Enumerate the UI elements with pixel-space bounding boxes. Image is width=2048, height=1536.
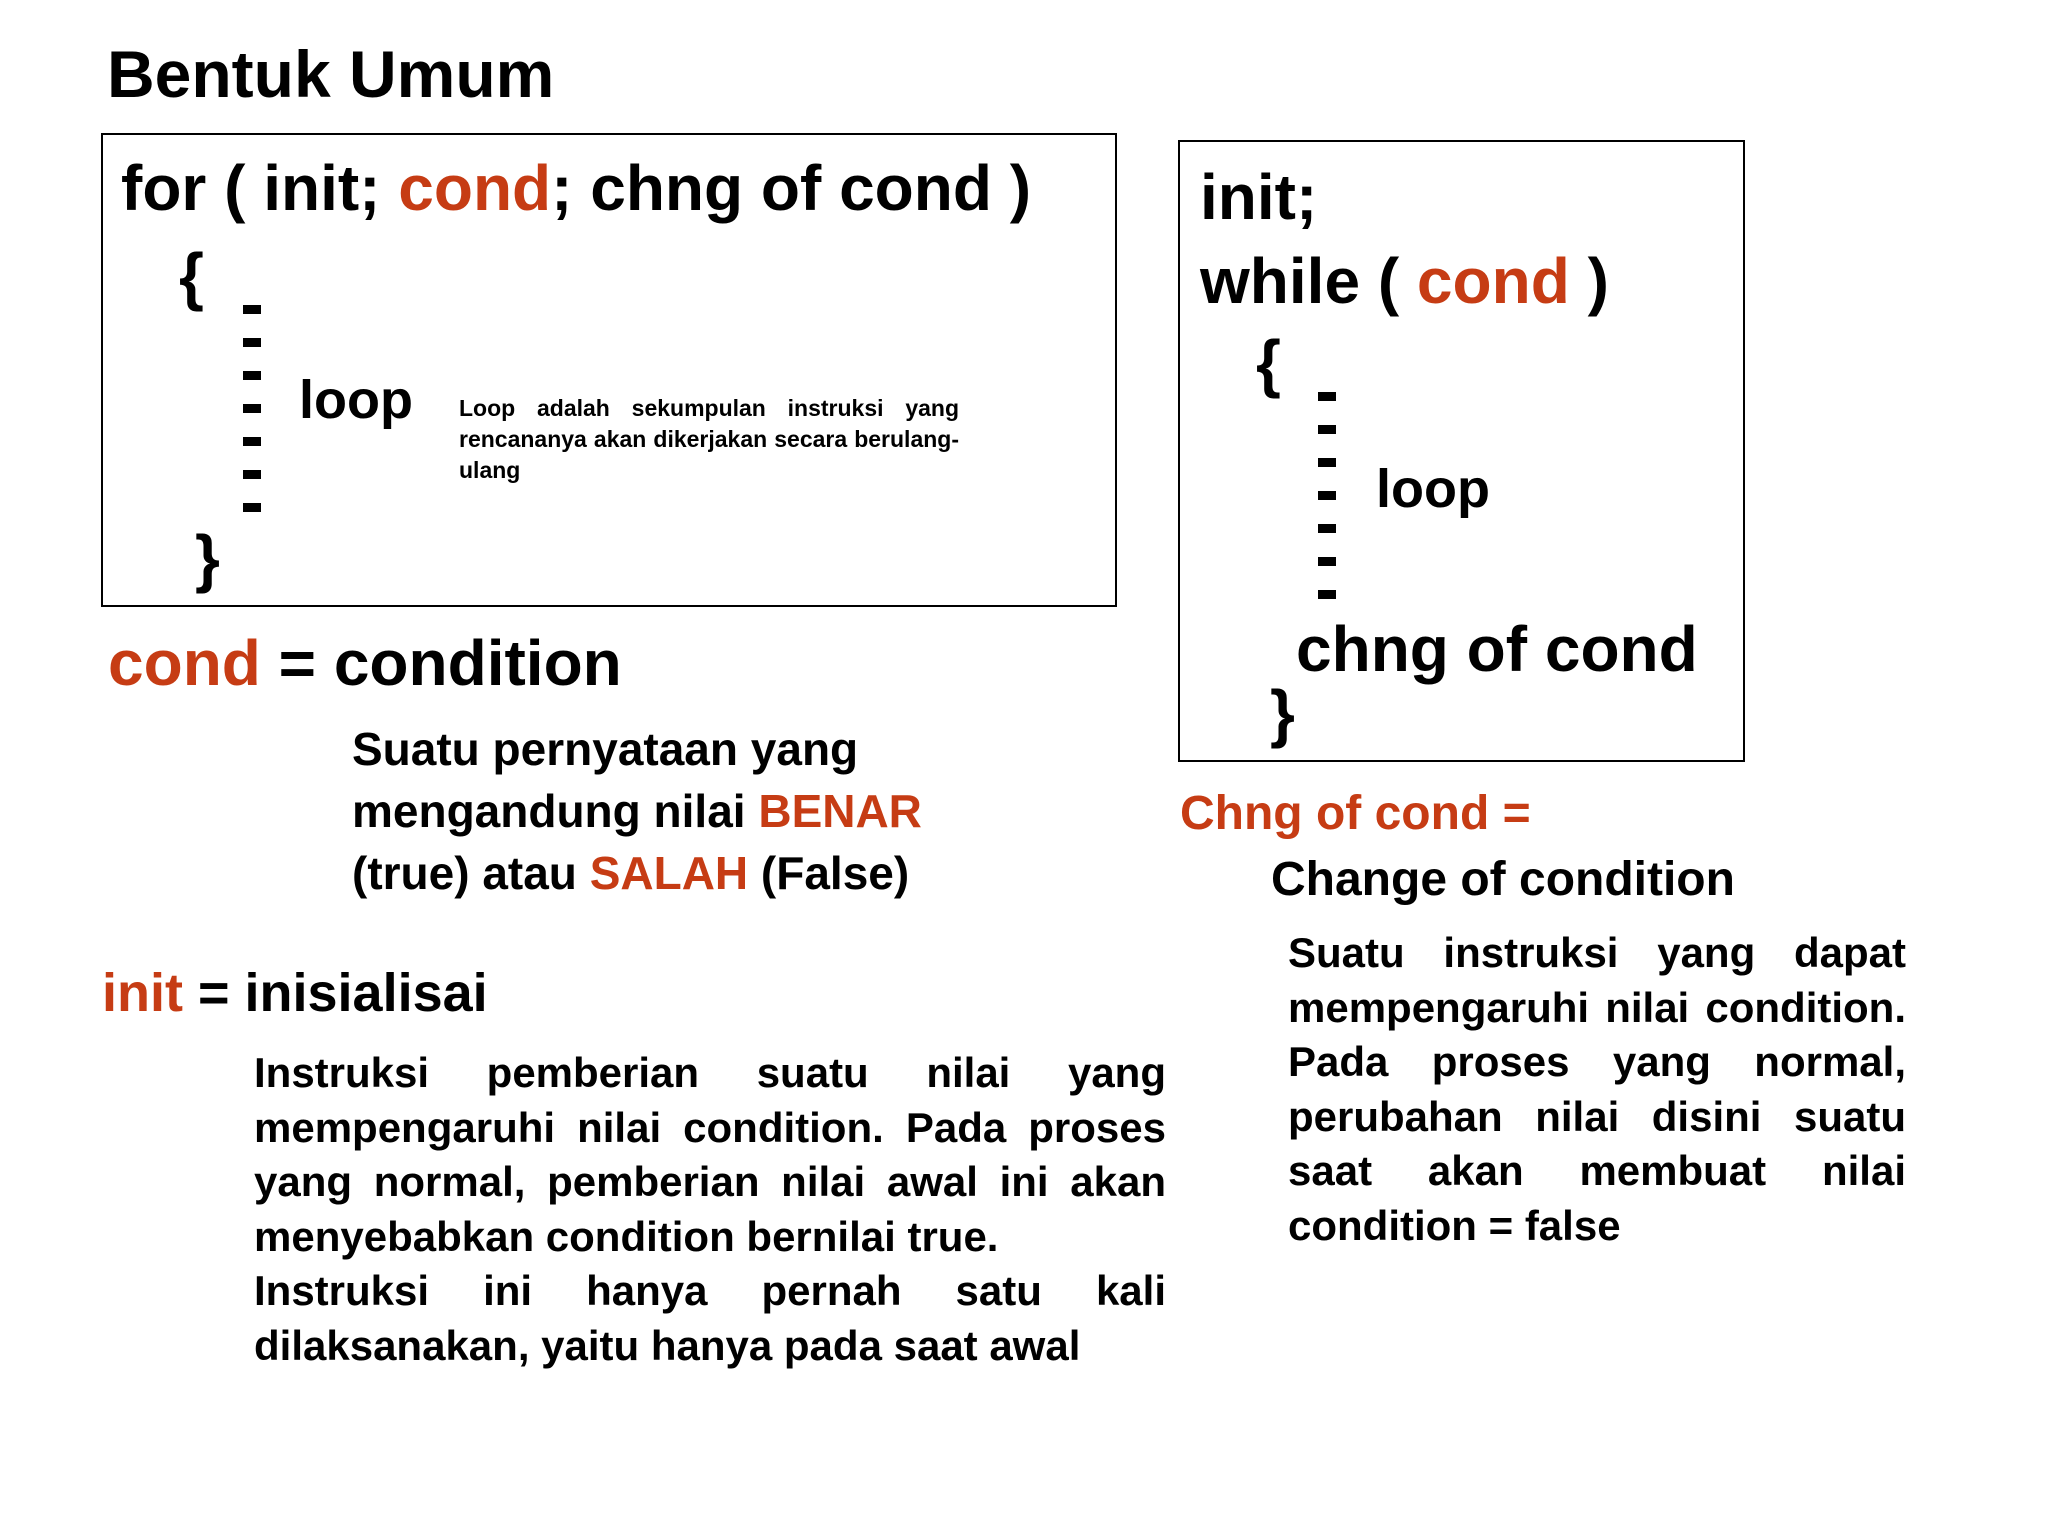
cond-heading	[108, 626, 622, 700]
while-header	[1200, 244, 1609, 318]
cond-desc-line-1: Suatu pernyataan yang	[352, 723, 859, 775]
for-loop-note: Loop adalah sekumpulan instruksi yang rencananya akan dikerjakan secara berulang-ulang	[459, 395, 959, 483]
init-desc-para-1: Instruksi pemberian suatu nilai yang mempengaruhi nilai condition. Pada proses yang normal, pemberian nilai awal ini akan menyebabkan condition bernilai true.	[254, 1049, 1166, 1260]
cond-eq: = condition	[260, 627, 622, 699]
for-loop-label: loop	[299, 370, 413, 430]
benar-keyword: BENAR	[758, 785, 922, 837]
init-eq: = inisialisai	[182, 963, 488, 1023]
init-term: init	[102, 963, 183, 1023]
while-cond: cond	[1416, 245, 1570, 317]
cond-desc-line-3: (true) atau SALAH (False)	[352, 847, 910, 899]
while-open-brace: {	[1256, 327, 1281, 399]
while-loop-label: loop	[1376, 459, 1490, 519]
init-description	[254, 1046, 1166, 1373]
while-loop-box	[1178, 140, 1745, 762]
chng-full-term: Change of condition	[1271, 853, 1735, 906]
for-dash-column	[243, 305, 261, 536]
cond-description	[352, 718, 922, 904]
cond-term: cond	[108, 627, 261, 699]
page-title: Bentuk Umum	[107, 37, 555, 111]
cond-desc-line-2: mengandung nilai BENAR	[352, 785, 922, 837]
while-close-brace: }	[1270, 677, 1295, 749]
for-keyword: for ( init;	[121, 152, 399, 224]
init-heading	[102, 962, 488, 1024]
while-keyword: while (	[1200, 245, 1417, 317]
for-cond: cond	[398, 152, 552, 224]
for-close-brace: }	[195, 522, 220, 594]
chng-description: Suatu instruksi yang dapat mempengaruhi nilai condition. Pada proses yang normal, perubahan nilai disini suatu saat akan membuat nilai condition = false	[1288, 929, 1906, 1249]
for-open-brace: {	[179, 240, 204, 312]
for-rest: ; chng of cond )	[551, 152, 1032, 224]
while-chng: chng of cond	[1296, 613, 1698, 685]
while-close-paren: )	[1569, 245, 1609, 317]
for-loop-box	[101, 133, 1117, 607]
init-desc-para-2: Instruksi ini hanya pernah satu kali dilaksanakan, yaitu hanya pada saat awal	[254, 1267, 1166, 1369]
chng-heading: Chng of cond =	[1180, 787, 1531, 840]
while-init: init;	[1200, 161, 1318, 233]
salah-keyword: SALAH	[589, 847, 749, 899]
while-dash-column	[1318, 392, 1336, 623]
for-header	[121, 151, 1031, 225]
